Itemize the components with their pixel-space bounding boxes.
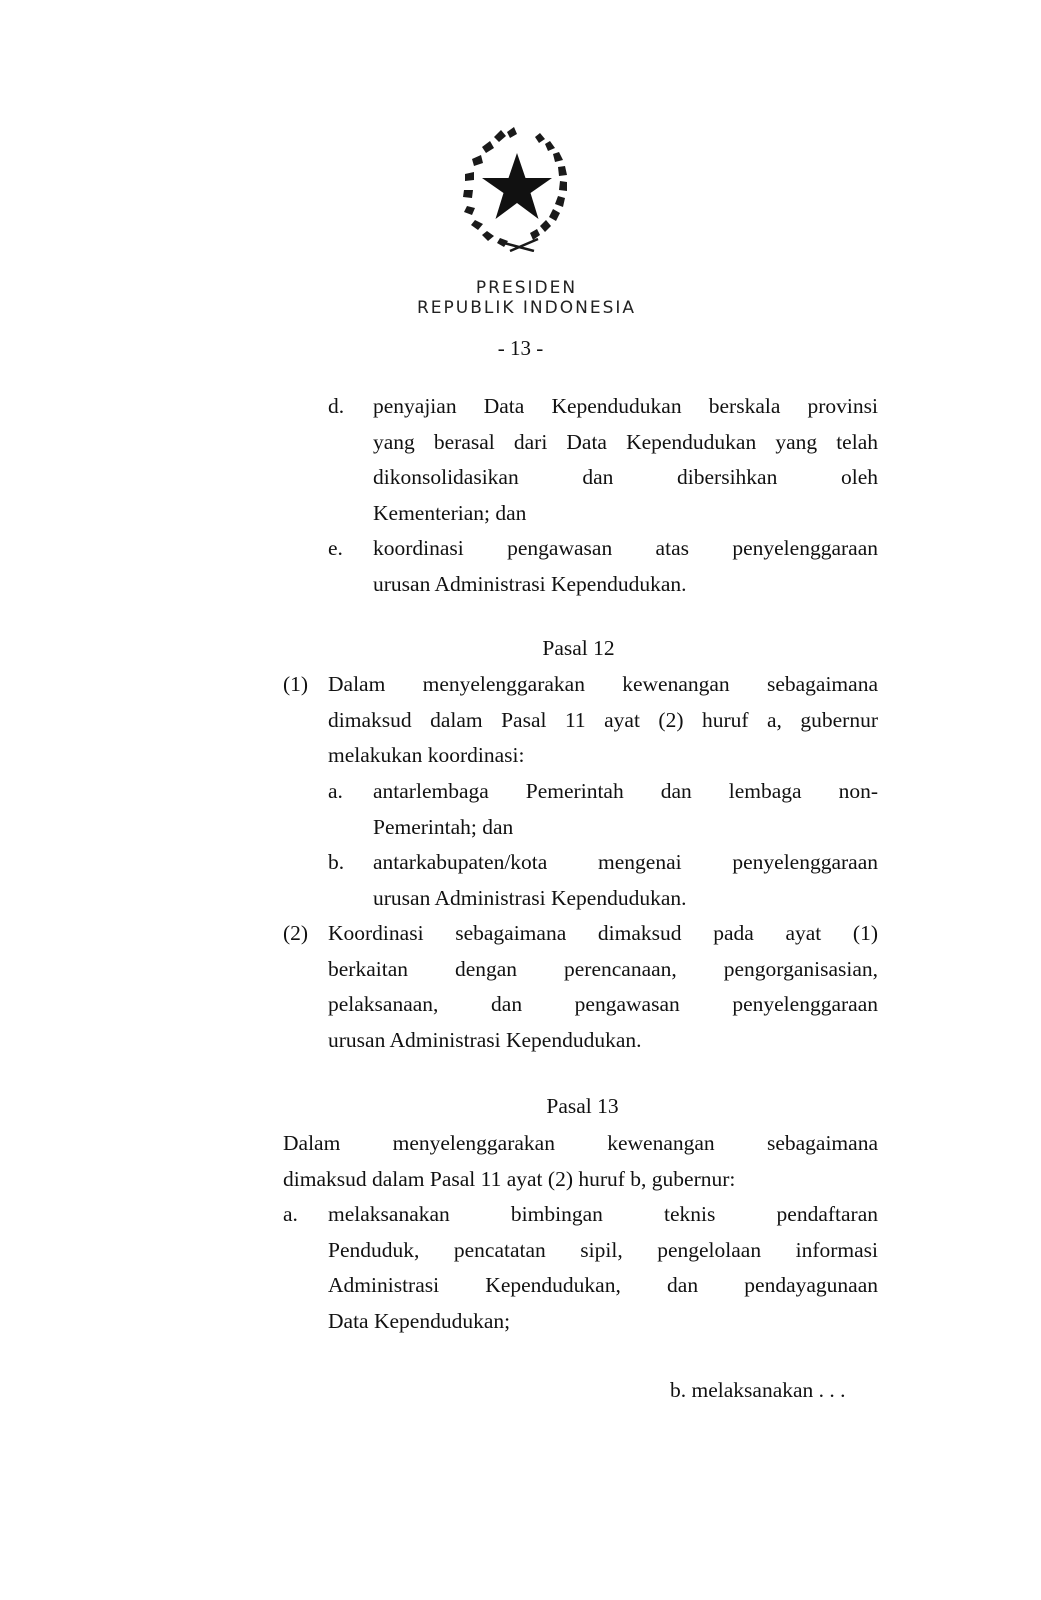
text-line: melakukan koordinasi: bbox=[328, 743, 525, 767]
text-line: urusan Administrasi Kependudukan. bbox=[328, 1027, 642, 1052]
ayat-1-text bbox=[328, 667, 878, 774]
text-line: Pemerintah; dan bbox=[373, 814, 514, 839]
list-item-e bbox=[373, 531, 878, 602]
pasal-12-heading: Pasal 12 bbox=[542, 636, 615, 660]
text-line: Dalam menyelenggarakan kewenangan sebagaimana bbox=[328, 672, 878, 696]
ayat-2-text bbox=[328, 916, 878, 1058]
text-line: Kementerian; dan bbox=[373, 500, 527, 525]
text-line: antarlembaga Pemerintah dan lembaga non- bbox=[373, 779, 878, 803]
text-line: Administrasi Kependudukan, dan pendayagunaan bbox=[328, 1273, 878, 1297]
ayat-1-item-b bbox=[373, 845, 878, 916]
ayat-2-marker: (2) bbox=[283, 921, 309, 945]
text-line: urusan Administrasi Kependudukan. bbox=[373, 885, 687, 910]
header-presiden: PRESIDEN bbox=[475, 278, 578, 298]
list-marker-e: e. bbox=[328, 536, 343, 560]
text-line: urusan Administrasi Kependudukan. bbox=[373, 571, 687, 596]
ayat-1-item-a bbox=[373, 774, 878, 845]
text-line: dimaksud dalam Pasal 11 ayat (2) huruf a, gubernur bbox=[328, 707, 878, 732]
ayat-1-item-b-marker: b. bbox=[328, 850, 345, 874]
text-line: melaksanakan bimbingan teknis pendaftaran bbox=[328, 1202, 878, 1226]
garuda-star-emblem-icon bbox=[452, 127, 582, 252]
list-item-d bbox=[373, 389, 878, 531]
page-number: - 13 - bbox=[497, 336, 544, 360]
continuation-reference: b. melaksanakan . . . bbox=[670, 1378, 846, 1402]
text-line: antarkabupaten/kota mengenai penyelenggaraan bbox=[373, 850, 878, 874]
text-line: Data Kependudukan; bbox=[328, 1308, 511, 1333]
pasal-13-heading: Pasal 13 bbox=[546, 1094, 619, 1118]
pasal-13-item-a bbox=[328, 1197, 878, 1339]
pasal-13-item-a-marker: a. bbox=[283, 1202, 298, 1226]
text-line: yang berasal dari Data Kependudukan yang telah bbox=[373, 429, 878, 454]
text-line: berkaitan dengan perencanaan, pengorganisasian, bbox=[328, 956, 878, 981]
list-marker-d: d. bbox=[328, 394, 345, 418]
header-republik-indonesia: REPUBLIK INDONESIA bbox=[416, 298, 637, 318]
text-line: pelaksanaan, dan pengawasan penyelenggaraan bbox=[328, 992, 878, 1016]
ayat-1-marker: (1) bbox=[283, 672, 309, 696]
text-line: Penduduk, pencatatan sipil, pengelolaan informasi bbox=[328, 1237, 878, 1262]
text-line: dimaksud dalam Pasal 11 ayat (2) huruf b, gubernur: bbox=[283, 1166, 736, 1191]
text-line: koordinasi pengawasan atas penyelenggaraan bbox=[373, 536, 878, 560]
pasal-13-intro bbox=[283, 1126, 878, 1197]
text-line: dikonsolidasikan dan dibersihkan oleh bbox=[373, 465, 878, 489]
text-line: Dalam menyelenggarakan kewenangan sebagaimana bbox=[283, 1131, 878, 1155]
text-line: Koordinasi sebagaimana dimaksud pada ayat (1) bbox=[328, 921, 878, 945]
text-line: penyajian Data Kependudukan berskala provinsi bbox=[373, 394, 878, 418]
ayat-1-item-a-marker: a. bbox=[328, 779, 343, 803]
